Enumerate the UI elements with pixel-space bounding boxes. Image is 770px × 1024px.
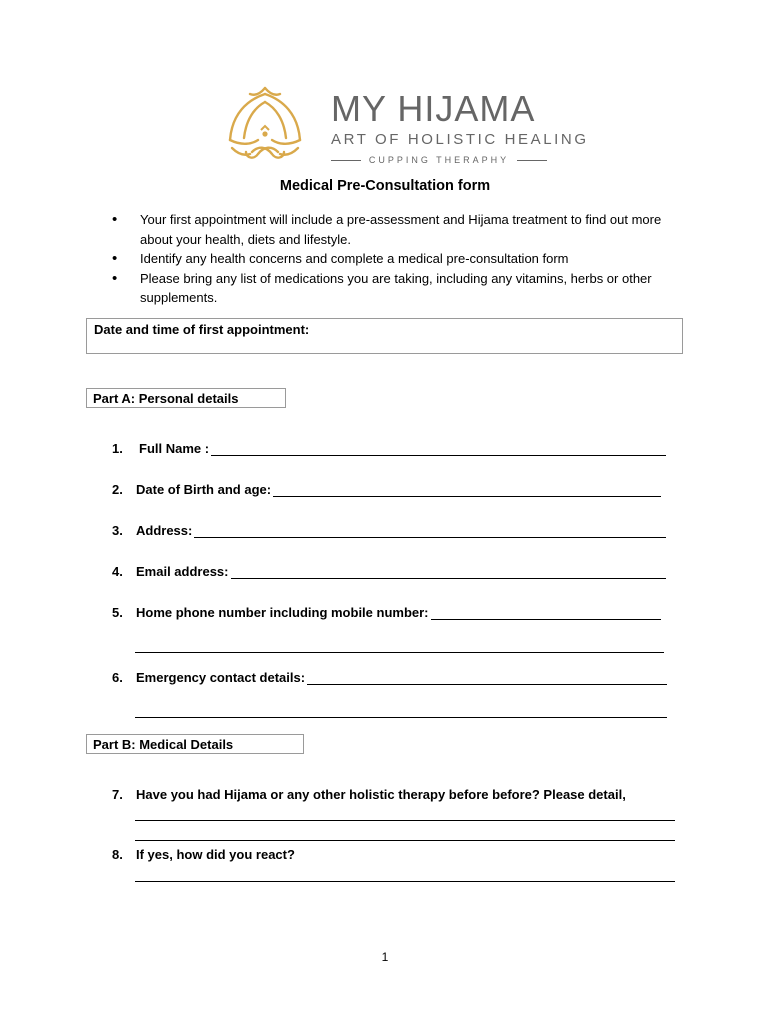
field-number: 1.	[112, 441, 123, 456]
answer-line[interactable]	[307, 672, 667, 685]
field-number: 6.	[112, 670, 123, 685]
divider	[517, 160, 547, 161]
field-number: 4.	[112, 564, 123, 579]
list-item: • Please bring any list of medications you are taking, including any vitamins, herbs or other supplements.	[112, 269, 692, 308]
answer-line[interactable]	[135, 717, 667, 718]
brand-tagline: CUPPING THERAPHY	[368, 155, 510, 165]
instructions-list	[112, 210, 692, 308]
reaction-question	[112, 847, 512, 862]
field-number: 7.	[112, 787, 123, 802]
divider	[331, 160, 361, 161]
appointment-label: Date and time of first appointment:	[94, 322, 310, 337]
full-name-field[interactable]	[112, 441, 666, 456]
field-label: Emergency contact details:	[136, 670, 306, 685]
email-field[interactable]	[112, 564, 666, 579]
part-b-heading: Part B: Medical Details	[86, 734, 304, 754]
field-number: 3.	[112, 523, 123, 538]
field-label: Email address:	[136, 564, 229, 579]
brand-name: MY HIJAMA	[331, 88, 536, 129]
field-number: 5.	[112, 605, 123, 620]
appointment-field[interactable]	[86, 318, 683, 354]
dob-age-field[interactable]	[112, 482, 661, 497]
field-label: Address:	[136, 523, 193, 538]
brand-subtitle: ART OF HOLISTIC HEALING	[331, 131, 589, 148]
field-label: Home phone number including mobile number:	[136, 605, 429, 620]
answer-line[interactable]	[273, 484, 661, 497]
answer-line[interactable]	[135, 820, 675, 821]
field-number: 8.	[112, 847, 123, 862]
emergency-contact-field[interactable]	[112, 670, 667, 685]
field-label: If yes, how did you react?	[136, 847, 295, 862]
page-number: 1	[381, 950, 389, 964]
field-number: 2.	[112, 482, 123, 497]
answer-line[interactable]	[135, 840, 675, 841]
hijama-logo-icon	[222, 84, 308, 170]
answer-line[interactable]	[231, 566, 667, 579]
previous-therapy-question	[112, 787, 672, 802]
brand-tagline-row	[331, 153, 547, 167]
address-field[interactable]	[112, 523, 666, 538]
field-label: Full Name :	[139, 441, 210, 456]
form-title: Medical Pre-Consultation form	[279, 178, 491, 194]
list-item: • Identify any health concerns and complete a medical pre-consultation form	[112, 249, 692, 269]
field-label: Date of Birth and age:	[136, 482, 272, 497]
answer-line[interactable]	[135, 881, 675, 882]
answer-line[interactable]	[431, 607, 661, 620]
answer-line[interactable]	[135, 652, 664, 653]
list-item: • Your first appointment will include a pre-assessment and Hijama treatment to find out more about your health, diets and lifestyle.	[112, 210, 692, 249]
answer-line[interactable]	[211, 443, 666, 456]
part-a-heading: Part A: Personal details	[86, 388, 286, 408]
field-label: Have you had Hijama or any other holistic therapy before before? Please detail,	[136, 787, 626, 802]
phone-field[interactable]	[112, 605, 661, 620]
answer-line[interactable]	[194, 525, 666, 538]
